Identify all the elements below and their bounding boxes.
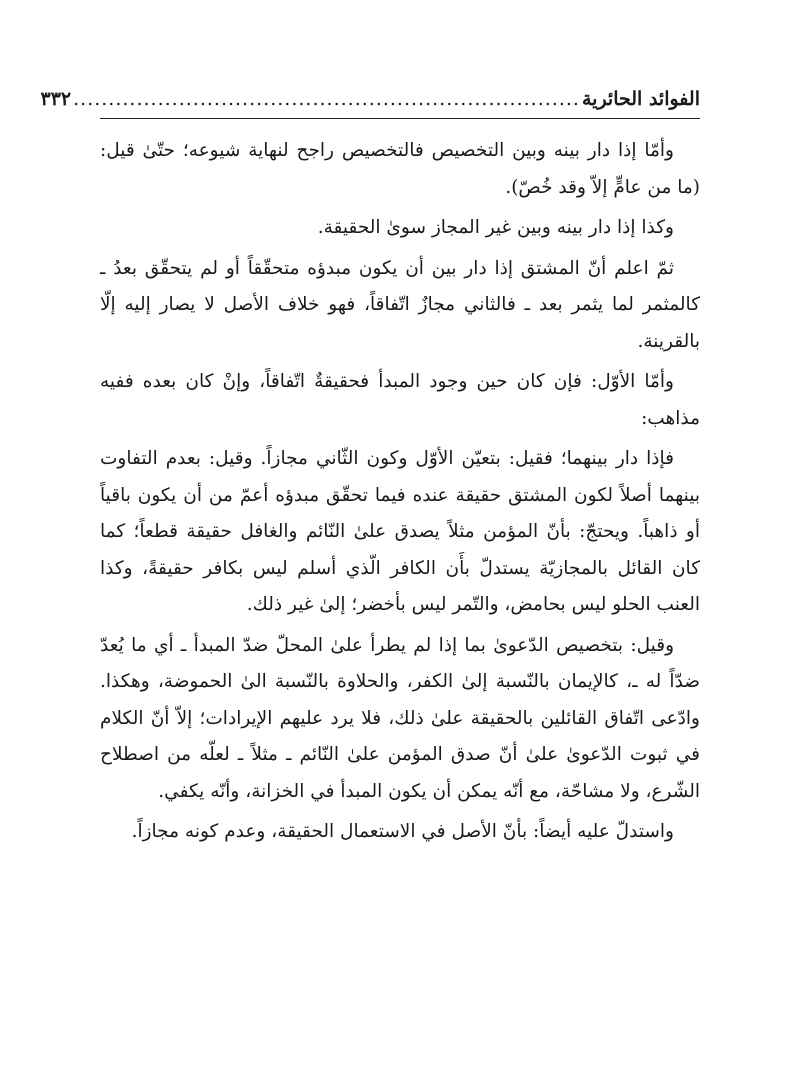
running-title: الفوائد الحائرية <box>581 88 700 110</box>
paragraph: وكذا إذا دار بينه وبين غير المجاز سوىٰ الحقيقة. <box>317 217 674 238</box>
leader-dots: ........................................................................ <box>73 88 580 110</box>
paragraph: فإذا دار بينهما؛ فقيل: بتعيّن الأوّل وكون الثّاني مجازاً. وقيل: بعدم التفاوت بينهما أصلاً لكون المشتق حقيقة عنده فيما تحقّق مبدؤه أعمّ من أن يكون باقياً أو ذاهباً. ويحتجّ: بأنّ المؤمن مثلاً يصدق علىٰ النّائم والغافل حقيقة قطعاً؛ كما كان القائل بالمجازيّة يستدلّ بأَن الكافر الّذي أسلم ليس بكافر حقيقةً، وكذا العنب الحلو ليس بحامض، والتّمر ليس بأخضر؛ إلىٰ غير ذلك. <box>100 448 700 615</box>
paragraph: وقيل: بتخصيص الدّعوىٰ بما إذا لم يطرأ علىٰ المحلّ ضدّ المبدأ ـ أي ما يُعدّ ضدّاً له ـ، كالإيمان بالنّسبة إلىٰ الكفر، والحلاوة بالنّسبة الىٰ الحموضة، وهكذا. وادّعى اتّفاق القائلين بالحقيقة علىٰ ذلك، فلا يرد عليهم الإيرادات؛ إلاّ أنّ الكلام في ثبوت الدّعوىٰ علىٰ أنّ صدق المؤمن علىٰ النّائم ـ مثلاً ـ لعلّه من اصطلاح الشّرع، ولا مشاحّة، مع أنّه يمكن أن يكون المبدأ في الخزانة، وأنّه يكفي. <box>100 634 700 802</box>
paragraph: واستدلّ عليه أيضاً: بأنّ الأصل في الاستعمال الحقيقة، وعدم كونه مجازاً. <box>131 821 674 842</box>
book-page <box>40 82 700 851</box>
paragraph: ثمّ اعلم أنّ المشتق إذا دار بين أن يكون مبدؤه متحقّقاً أو لم يتحقّق بعدُ ـ كالمثمر لما يثمر بعد ـ فالثاني مجازٌ اتّفاقاً، فهو خلاف الأصل لا يصار إليه إلّا بالقرينة. <box>100 257 700 352</box>
page-body <box>100 133 700 851</box>
running-header <box>40 82 700 119</box>
paragraph: وأمّا الأوّل: فإن كان حين وجود المبدأ فحقيقةٌ اتّفاقاً، وإنْ كان بعده ففيه مذاهب: <box>100 371 700 429</box>
paragraph: وأمّا إذا دار بينه وبين التخصيص فالتخصيص راجح لنهاية شيوعه؛ حتّىٰ قيل: (ما من عامٍّ إلاّ وقد خُصّ). <box>100 140 700 198</box>
page-number: ٣٣٢ <box>40 88 72 110</box>
